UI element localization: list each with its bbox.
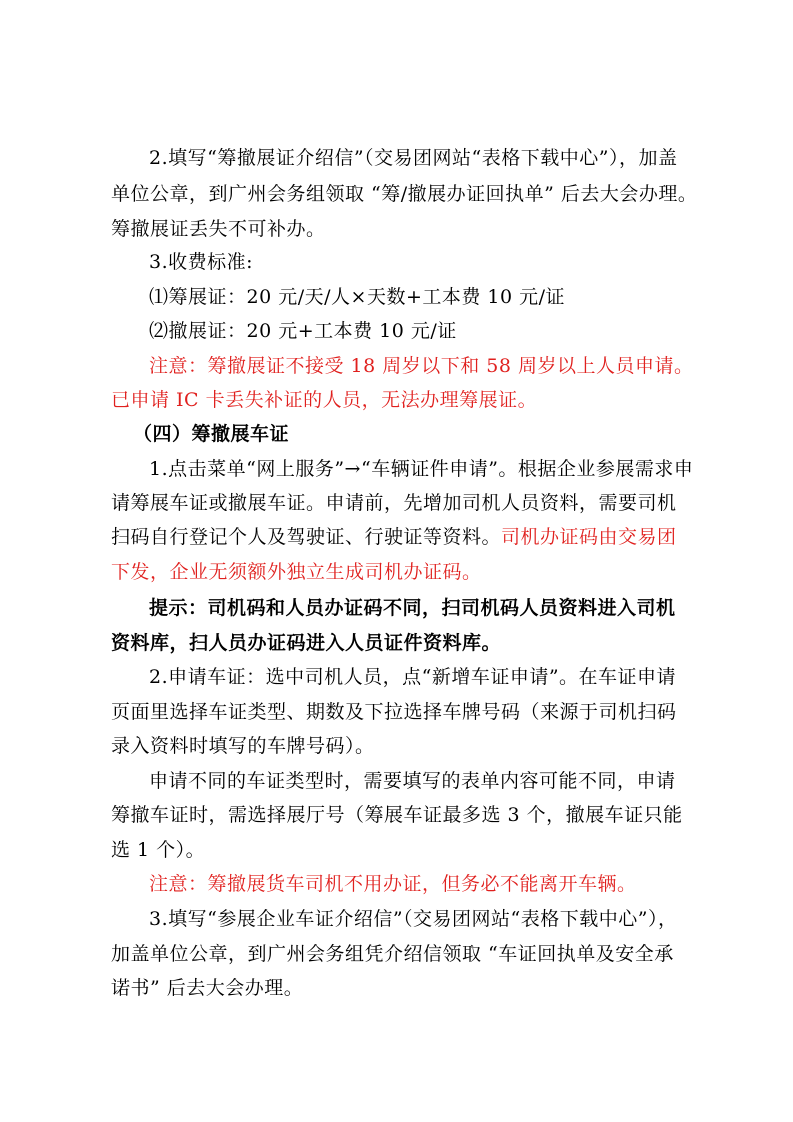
text-line [111, 525, 677, 549]
text-line: 选 1 个）。 [111, 839, 206, 861]
text-line: ⑵撤展证：20 元+工本费 10 元/证 [149, 320, 457, 342]
text-line: ⑴筹展证：20 元/天/人×天数+工本费 10 元/证 [149, 286, 566, 308]
notice-segment: 司机办证码由交易团 [501, 526, 677, 548]
text-line: 3.收费标准: [149, 251, 254, 273]
text-line: 1.点击菜单“网上服务”→“车辆证件申请”。根据企业参展需求申 [149, 458, 694, 480]
text-line: 单位公章，到广州会务组领取 “筹/撤展办证回执单” 后去大会办理。 [111, 183, 698, 205]
text-line: 筹撤车证时，需选择展厅号（筹展车证最多选 3 个，撤展车证只能 [111, 804, 683, 826]
tip-line: 提示：司机码和人员办证码不同，扫司机码人员资料进入司机 [149, 597, 676, 619]
text-line: 2.填写“筹撤展证介绍信”（交易团网站“表格下载中心”），加盖 [149, 147, 678, 169]
text-line: 页面里选择车证类型、期数及下拉选择车牌号码（来源于司机扫码 [111, 701, 677, 723]
text-line: 2.申请车证：选中司机人员，点“新增车证申请”。在车证申请 [149, 666, 677, 688]
text-line: 加盖单位公章，到广州会务组凭介绍信领取 “车证回执单及安全承 [111, 943, 674, 965]
notice-line: 注意：筹撤展货车司机不用办证，但务必不能离开车辆。 [149, 873, 637, 895]
text-line: 筹撤展证丢失不可补办。 [111, 218, 326, 240]
section-heading: （四）筹撤展车证 [133, 423, 290, 445]
text-line: 录入资料时填写的车牌号码）。 [111, 735, 375, 757]
text-line: 3.填写“参展企业车证介绍信”（交易团网站“表格下载中心”）， [149, 908, 678, 930]
notice-line: 已申请 IC 卡丢失补证的人员，无法办理筹展证。 [111, 389, 538, 411]
notice-line: 注意：筹撤展证不接受 18 周岁以下和 58 周岁以上人员申请。 [149, 355, 694, 377]
text-line: 申请不同的车证类型时，需要填写的表单内容可能不同，申请 [149, 770, 676, 792]
text-line: 请筹展车证或撤展车证。申请前，先增加司机人员资料，需要司机 [111, 492, 677, 514]
tip-line: 资料库，扫人员办证码进入人员证件资料库。 [111, 632, 502, 654]
text-line: 诺书” 后去大会办理。 [111, 977, 304, 999]
text-segment: 扫码自行登记个人及驾驶证、行驶证等资料。 [111, 526, 502, 548]
notice-line: 下发，企业无须额外独立生成司机办证码。 [111, 561, 482, 583]
